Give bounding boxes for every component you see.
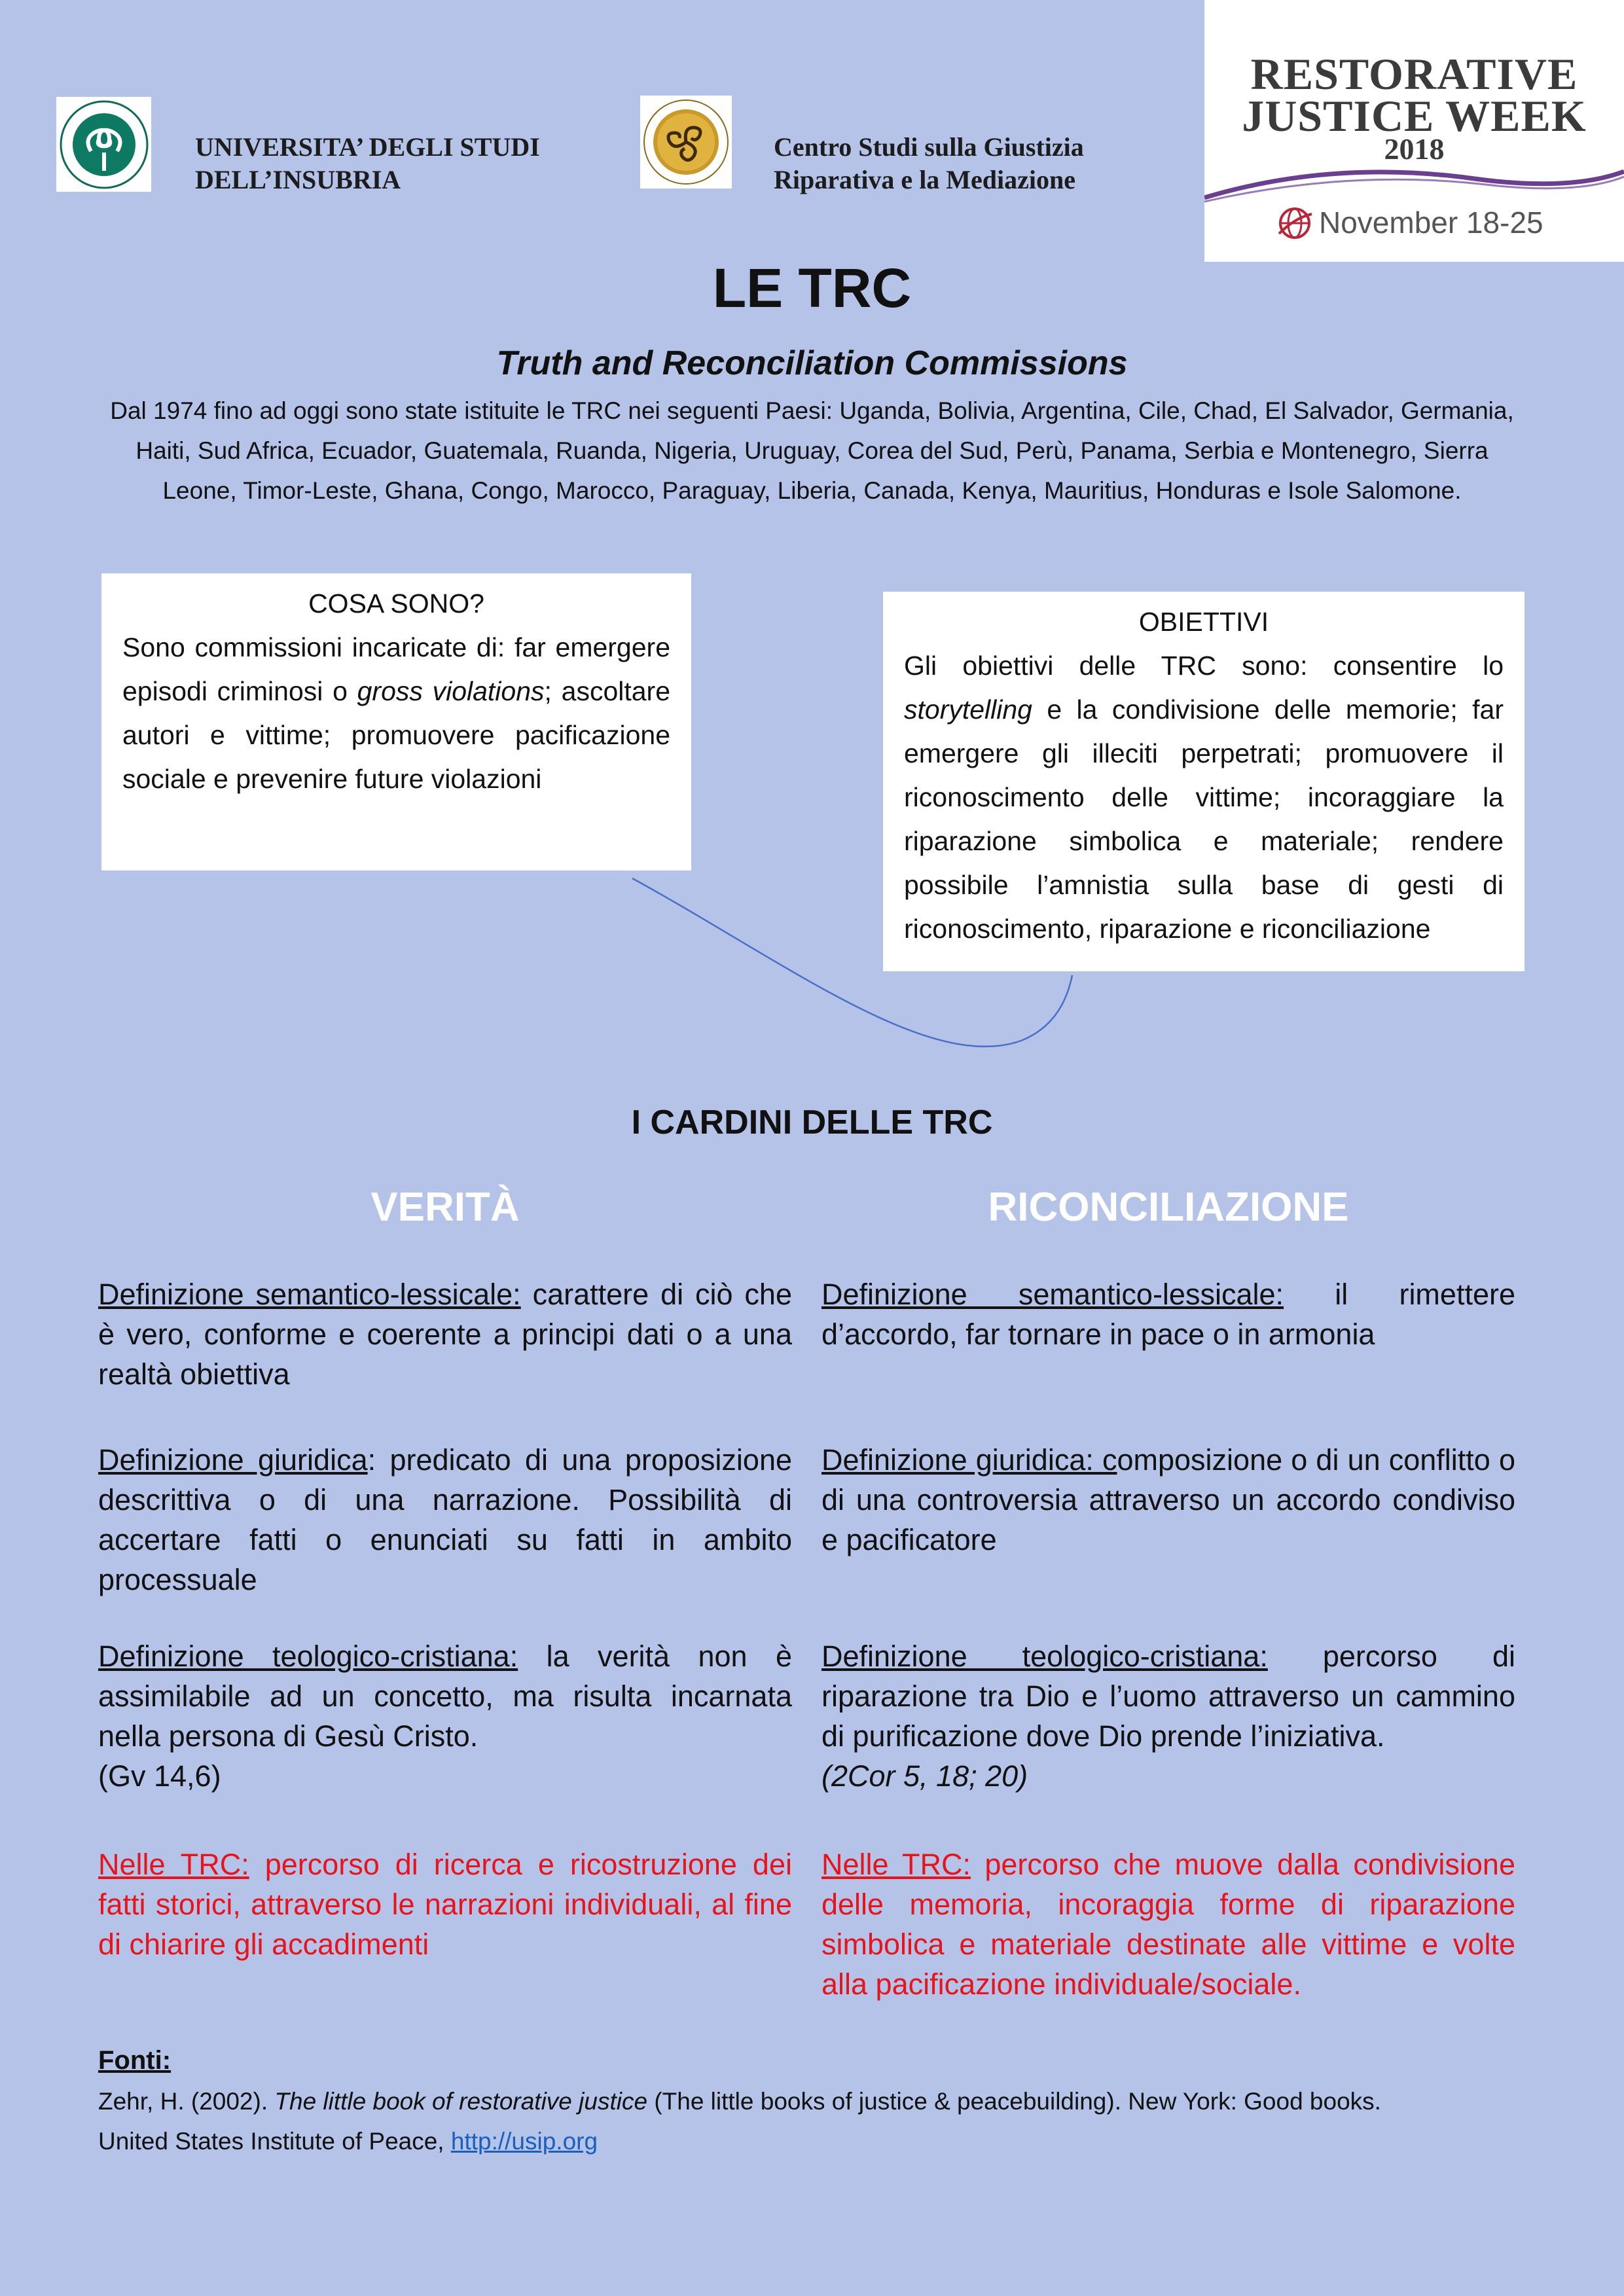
riconciliazione-giuridica-label: Definizione giuridica: c (821, 1443, 1117, 1477)
riconciliazione-semantic-text: il rimettere d’accordo, far tornare in pace o in armonia (821, 1278, 1515, 1351)
university-name (195, 131, 540, 196)
riconciliazione-semantic-label: Definizione semantico-lessicale: (821, 1278, 1284, 1311)
riconciliazione-teologica-ref: (2Cor 5, 18; 20) (821, 1759, 1028, 1793)
insubria-logo (56, 97, 151, 192)
verita-teologica-definition (98, 1636, 792, 1796)
verita-semantic-definition (98, 1274, 792, 1394)
obiettivi-text-part2: e la condivisione delle memorie; far emergere gli illeciti perpetrati; promuovere il riconoscimento delle vittime; incoraggiare la riparazione simbolica e materiale; rendere possibile l’amnistia sulla base di gesti di riconoscimento, riparazione e riconciliazione (904, 694, 1504, 944)
riconciliazione-giuridica-text: omposizione o di un conflitto o di una controversia attraverso un accordo condiviso e pacificatore (821, 1443, 1515, 1556)
usip-link[interactable]: http://usip.org (450, 2128, 598, 2155)
source-reference-zehr (98, 2081, 1538, 2121)
verita-semantic-text: carattere di ciò che è vero, conforme e coerente a principi dati o a una realtà obiettiva (98, 1278, 792, 1391)
verita-trc-label: Nelle TRC: (98, 1848, 249, 1881)
obiettivi-text (904, 644, 1504, 951)
centro-studi-name-line1: Centro Studi sulla Giustizia (774, 132, 1084, 162)
cosa-sono-title: COSA SONO? (308, 588, 484, 619)
sources-title: Fonti: (98, 2046, 171, 2075)
verita-semantic-label: Definizione semantico-lessicale: (98, 1278, 521, 1311)
event-title-line1: RESTORATIVE (1250, 49, 1578, 99)
riconciliazione-giuridica-definition (821, 1440, 1515, 1560)
riconciliazione-teologica-definition (821, 1636, 1515, 1796)
event-year: 2018 (1384, 132, 1445, 166)
cardini-title: I CARDINI DELLE TRC (631, 1103, 993, 1141)
event-title-line2: JUSTICE WEEK (1242, 91, 1587, 141)
centro-studi-name-line2: Riparativa e la Mediazione (774, 165, 1076, 194)
verita-giuridica-label: Definizione giuridica (98, 1443, 368, 1477)
verita-heading: VERITÀ (370, 1185, 520, 1230)
triskelion-seal-icon (641, 98, 731, 187)
obiettivi-text-italic: storytelling (904, 694, 1032, 725)
centro-studi-name (774, 131, 1084, 196)
obiettivi-title: OBIETTIVI (1138, 607, 1269, 637)
intro-paragraph: Dal 1974 fino ad oggi sono state istituite le TRC nei seguenti Paesi: Uganda, Bolivia, Argentina, Cile, Chad, El Salvador, Germania, Haiti, Sud Africa, Ecuador, Guatemala, Ruanda, Nigeria, Uruguay, Corea del Sud, Perù, Panama, Serbia e Montenegro, Sierra Leone, Timor-Leste, Ghana, Congo, Marocco, Paraguay, Liberia, Canada, Kenya, Mauritius, Honduras e Isole Salomone. (110, 397, 1514, 504)
purple-swoosh-icon (1204, 165, 1624, 204)
centro-studi-logo (640, 96, 732, 188)
verita-teologica-ref: (Gv 14,6) (98, 1759, 221, 1793)
riconciliazione-trc-label: Nelle TRC: (821, 1848, 971, 1881)
page-subtitle: Truth and Reconciliation Commissions (496, 344, 1128, 382)
verita-teologica-text: la verità non è assimilabile ad un concetto, ma risulta incarnata nella persona di Gesù Cristo. (98, 1640, 792, 1753)
verita-trc-definition (98, 1844, 792, 1964)
cosa-sono-text-italic: gross violations (357, 676, 545, 706)
riconciliazione-trc-definition (821, 1844, 1515, 2004)
verita-teologica-label: Definizione teologico-cristiana: (98, 1640, 518, 1673)
cosa-sono-text-part1: Sono commissioni incaricate di: far emergere episodi criminosi o (122, 632, 670, 706)
source-usip-text: United States Institute of Peace, (98, 2128, 451, 2155)
verita-trc-text: percorso di ricerca e ricostruzione dei fatti storici, attraverso le narrazioni individuali, al fine di chiarire gli accadimenti (98, 1848, 792, 1961)
verita-giuridica-definition (98, 1440, 792, 1600)
cosa-sono-text-part2: ; ascoltare autori e vittime; promuovere pacificazione sociale e prevenire future violazioni (122, 676, 671, 794)
riconciliazione-heading: RICONCILIAZIONE (988, 1185, 1349, 1230)
globe-icon (1276, 205, 1313, 242)
page-title: LE TRC (712, 257, 912, 319)
university-name-line1: UNIVERSITA’ DEGLI STUDI (195, 132, 540, 162)
cosa-sono-text (122, 626, 670, 801)
source-reference-usip (98, 2121, 1538, 2161)
riconciliazione-teologica-label: Definizione teologico-cristiana: (821, 1640, 1268, 1673)
source-zehr-author: Zehr, H. (2002). (98, 2088, 275, 2115)
source-zehr-title: The little book of restorative justice (274, 2088, 648, 2115)
riconciliazione-teologica-text: percorso di riparazione tra Dio e l’uomo attraverso un cammino di purificazione dove Dio prende l’iniziativa. (821, 1640, 1516, 1753)
insubria-seal-icon (58, 99, 150, 190)
riconciliazione-semantic-definition (821, 1274, 1515, 1354)
cosa-sono-box (101, 573, 691, 870)
obiettivi-box (883, 592, 1525, 971)
riconciliazione-trc-text: percorso che muove dalla condivisione delle memoria, incoraggia forme di riparazione simbolica e materiale destinate alle vittime e volte alla pacificazione individuale/sociale. (821, 1848, 1515, 2001)
verita-giuridica-text: : predicato di una proposizione descrittiva o di una narrazione. Possibilità di accertare fatti o enunciati su fatti in ambito processuale (98, 1443, 792, 1596)
source-zehr-details: (The little books of justice & peacebuilding). New York: Good books. (647, 2088, 1381, 2115)
restorative-justice-week-logo (1204, 0, 1624, 262)
university-name-line2: DELL’INSUBRIA (195, 165, 401, 194)
obiettivi-text-part1: Gli obiettivi delle TRC sono: consentire lo (904, 651, 1504, 681)
event-dates: November 18-25 (1319, 206, 1543, 240)
